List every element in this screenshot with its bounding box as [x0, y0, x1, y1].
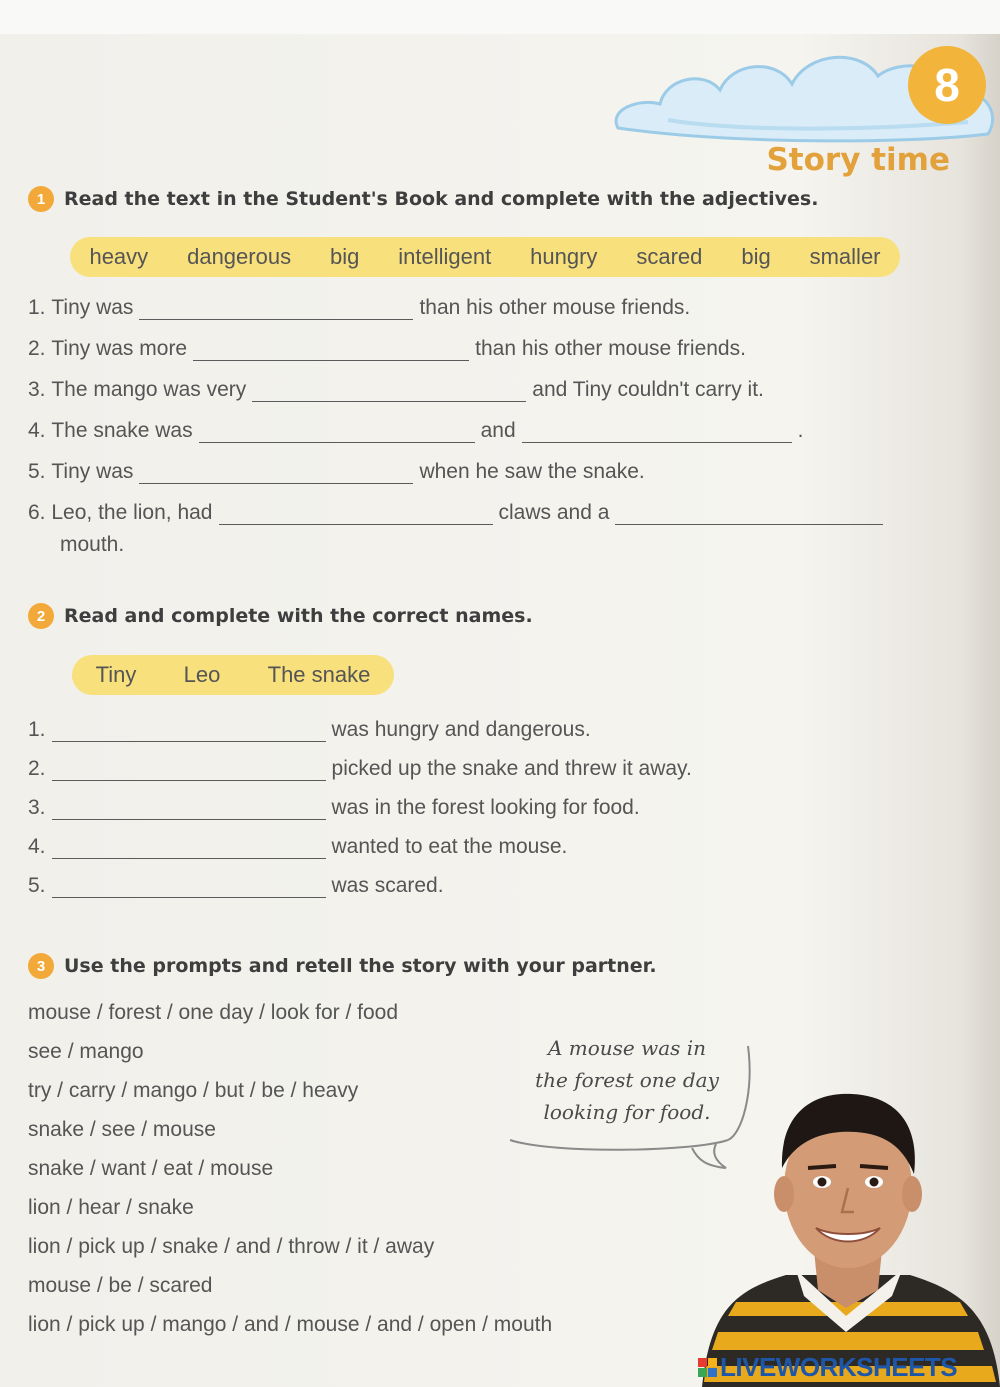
exercise-2-item-3	[28, 796, 640, 820]
exercise-1-item-6	[28, 501, 889, 525]
story-prompt: mouse / forest / one day / look for / food	[28, 1001, 399, 1024]
item-text-after: .	[797, 419, 804, 442]
answer-blank[interactable]	[219, 505, 493, 525]
speech-line: looking for food.	[543, 1100, 711, 1124]
logo-square	[698, 1368, 707, 1377]
item-number: 2.	[28, 757, 46, 780]
item-text-middle: claws and a	[498, 501, 610, 524]
story-prompt: lion / hear / snake	[28, 1196, 194, 1219]
story-prompt: mouse / be / scared	[28, 1274, 213, 1297]
item-text-after: was in the forest looking for food.	[331, 796, 640, 819]
item-text-after: when he saw the snake.	[419, 460, 645, 483]
top-margin	[0, 0, 1000, 34]
item-text-before: Tiny was more	[51, 337, 188, 360]
exercise-1-item-2	[28, 337, 746, 361]
answer-blank[interactable]	[52, 722, 326, 742]
item-text-after: and Tiny couldn't carry it.	[532, 378, 764, 401]
watermark-text: LIVEWORKSHEETS	[720, 1352, 958, 1382]
word-option: Tiny	[95, 662, 137, 687]
exercise-3-instruction	[28, 953, 657, 979]
item-number: 2.	[28, 337, 46, 360]
instruction-text: Read the text in the Student's Book and complete with the adjectives.	[64, 188, 819, 210]
word-option: The snake	[267, 662, 371, 687]
logo-square	[708, 1368, 717, 1377]
item-text-middle: and	[480, 419, 516, 442]
word-option: big	[741, 244, 771, 269]
answer-blank[interactable]	[52, 878, 326, 898]
story-prompt: lion / pick up / mango / and / mouse / and / open / mouth	[28, 1313, 553, 1336]
item-text-after: mouth.	[60, 533, 125, 556]
story-prompt: snake / see / mouse	[28, 1118, 216, 1141]
exercise-1-item-4	[28, 419, 804, 443]
item-number: 4.	[28, 419, 46, 442]
answer-blank[interactable]	[139, 300, 413, 320]
item-text-after: than his other mouse friends.	[475, 337, 746, 360]
instruction-text: Use the prompts and retell the story with your partner.	[64, 955, 657, 977]
exercise-1-instruction	[28, 186, 818, 212]
logo-square	[698, 1358, 707, 1367]
item-text-after: picked up the snake and threw it away.	[331, 757, 692, 780]
item-text-after: than his other mouse friends.	[419, 296, 691, 319]
item-text-after: wanted to eat the mouse.	[331, 835, 568, 858]
exercise-2-item-5	[28, 874, 444, 898]
exercise-1-item-1	[28, 296, 690, 320]
item-text-before: Tiny was	[51, 296, 134, 319]
liveworksheets-watermark	[698, 1352, 957, 1383]
word-option: smaller	[809, 244, 881, 269]
item-number: 3.	[28, 796, 46, 819]
item-number: 3.	[28, 378, 46, 401]
item-number: 6.	[28, 501, 46, 524]
exercise-1-item-6-continued	[60, 533, 124, 557]
exercise-2-item-4	[28, 835, 567, 859]
item-number: 4.	[28, 835, 46, 858]
story-prompt: snake / want / eat / mouse	[28, 1157, 274, 1180]
exercise-2-item-1	[28, 718, 591, 742]
answer-blank[interactable]	[615, 505, 883, 525]
boy-photo	[696, 1070, 1000, 1387]
word-option: Leo	[183, 662, 221, 687]
item-number: 1.	[28, 718, 46, 741]
word-option: heavy	[89, 244, 149, 269]
item-text-before: Leo, the lion, had	[51, 501, 213, 524]
exercise-number-badge: 3	[28, 953, 54, 979]
story-prompt: see / mango	[28, 1040, 144, 1063]
word-option: dangerous	[187, 244, 292, 269]
answer-blank[interactable]	[52, 839, 326, 859]
answer-blank[interactable]	[139, 464, 413, 484]
exercise-1-item-5	[28, 460, 645, 484]
answer-blank[interactable]	[199, 423, 475, 443]
word-option: hungry	[530, 244, 598, 269]
item-number: 5.	[28, 460, 46, 483]
speech-line: A mouse was in	[547, 1036, 707, 1060]
answer-blank[interactable]	[52, 800, 326, 820]
item-text-before: The snake was	[51, 419, 193, 442]
answer-blank[interactable]	[522, 423, 792, 443]
item-text-after: was hungry and dangerous.	[331, 718, 591, 741]
logo-square	[708, 1358, 717, 1367]
exercise-number-badge: 1	[28, 186, 54, 212]
answer-blank[interactable]	[193, 341, 469, 361]
liveworksheets-logo-icon	[698, 1358, 717, 1377]
unit-title: Story time	[766, 142, 950, 178]
answer-blank[interactable]	[252, 382, 526, 402]
unit-number-badge: 8	[908, 46, 986, 124]
exercise-1-word-box	[70, 237, 900, 277]
instruction-text: Read and complete with the correct names.	[64, 605, 533, 627]
story-prompt: lion / pick up / snake / and / throw / it / away	[28, 1235, 435, 1258]
item-number: 1.	[28, 296, 46, 319]
item-text-before: The mango was very	[51, 378, 247, 401]
item-text-before: Tiny was	[51, 460, 134, 483]
word-option: intelligent	[398, 244, 492, 269]
exercise-number-badge: 2	[28, 603, 54, 629]
word-option: scared	[636, 244, 703, 269]
item-text-after: was scared.	[331, 874, 444, 897]
item-number: 5.	[28, 874, 46, 897]
exercise-1-item-3	[28, 378, 764, 402]
speech-line: the forest one day	[535, 1068, 719, 1092]
exercise-2-instruction	[28, 603, 533, 629]
story-prompt: try / carry / mango / but / be / heavy	[28, 1079, 359, 1102]
exercise-2-word-box	[72, 655, 394, 695]
word-option: big	[330, 244, 360, 269]
exercise-2-item-2	[28, 757, 692, 781]
answer-blank[interactable]	[52, 761, 326, 781]
